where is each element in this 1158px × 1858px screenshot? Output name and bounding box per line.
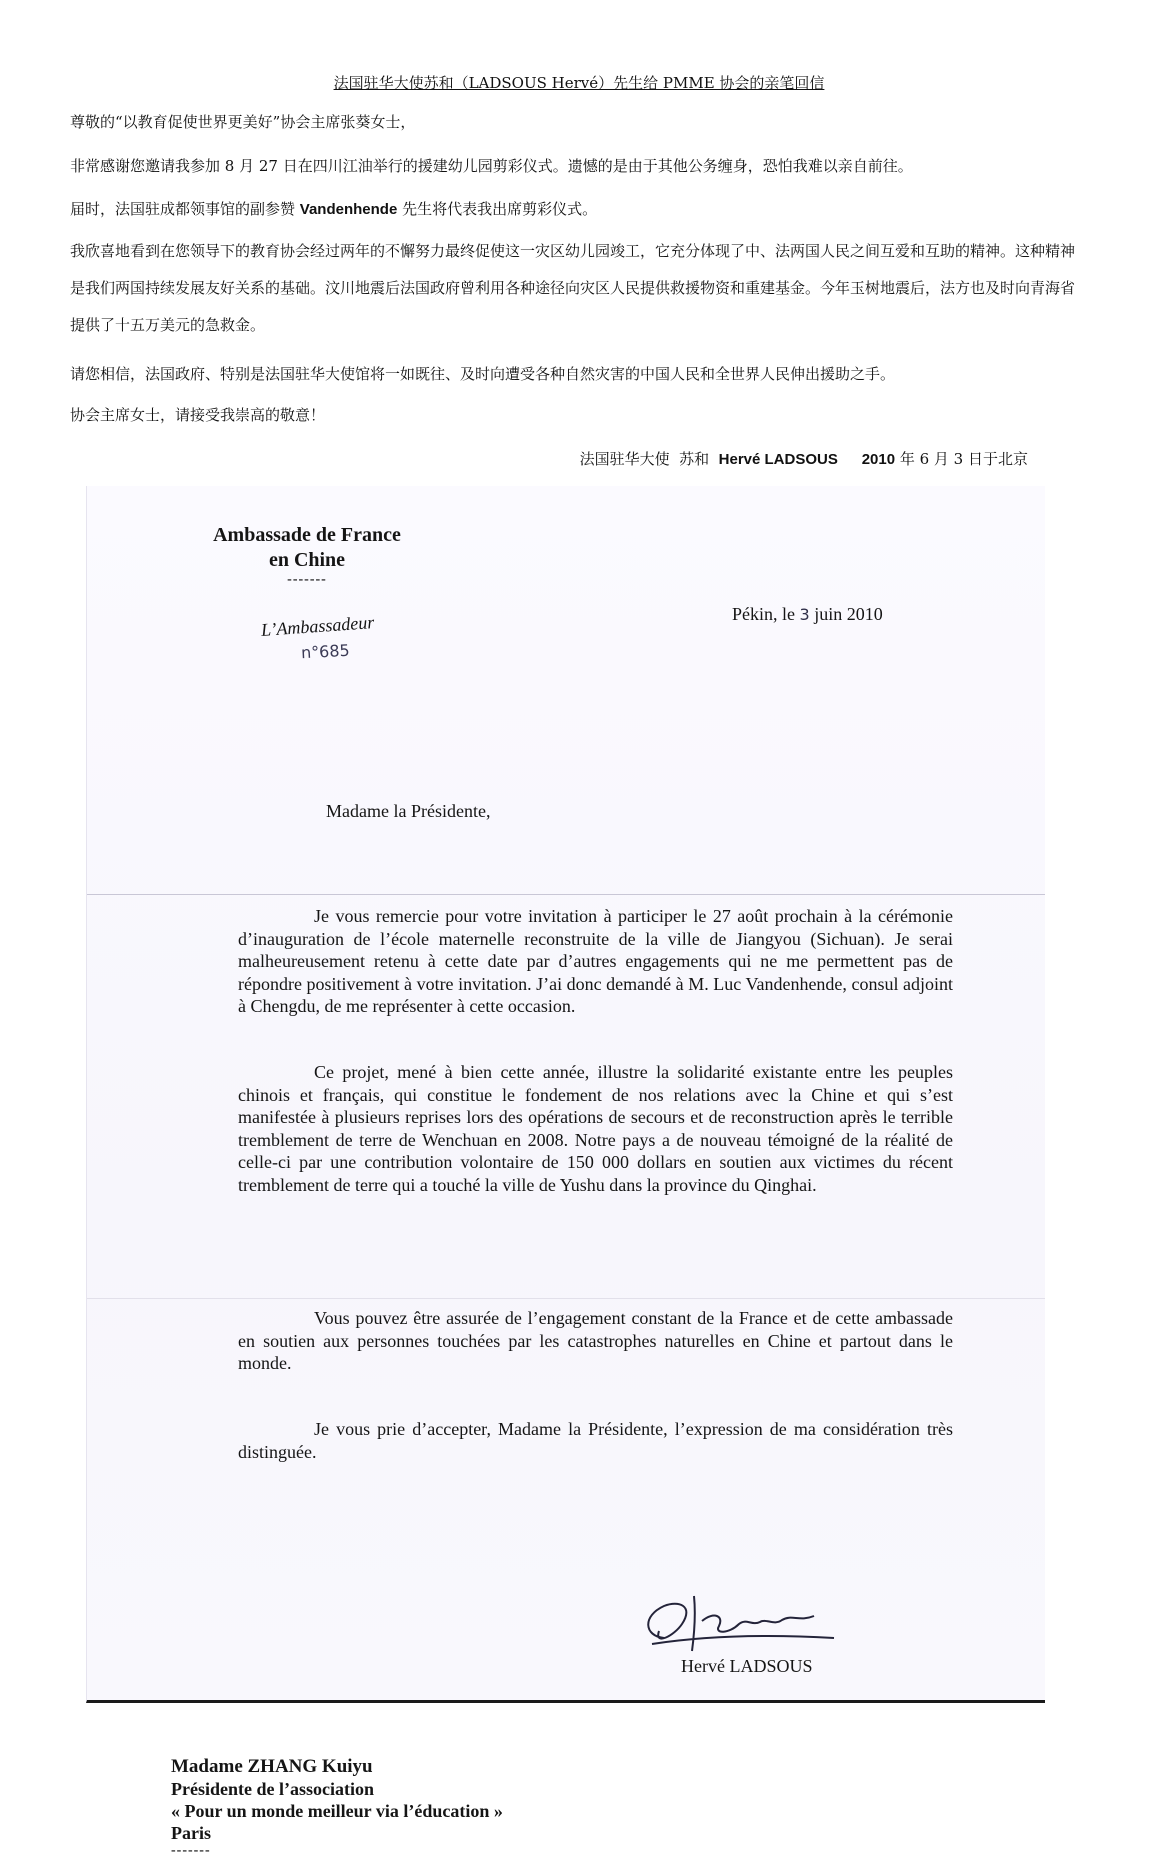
translation-sign-date: 年 6 月 3 日于北京 (895, 450, 1028, 468)
translation-paragraph-4: 请您相信，法国政府、特别是法国驻华大使馆将一如既往、及时向遭受各种自然灾害的中国人民和全世界人民伸出援助之手。 (70, 365, 896, 383)
translation-paragraph-3: 我欣喜地看到在您领导下的教育协会经过两年的不懈努力最终促使这一灾区幼儿园竣工，它充分体现了中、法两国人民之间互爱和互助的精神。这种精神是我们两国持续发展友好关系的基础。汶川地震后法国政府曾利用各种途径向灾区人民提供救援物资和重建基金。今年玉树地震后，法方也及时向青海省提供了十五万美元的急救金。 (70, 242, 1076, 334)
recipient-role: Présidente de l’association (171, 1779, 374, 1799)
translation-paragraph-2-end: 先生将代表我出席剪彩仪式。 (397, 200, 598, 218)
letter-paragraph-2-text: Ce projet, mené à bien cette année, illustre la solidarité existante entre les peuples chinois et français, qui constitue le fondement de nos relations avec la Chine et qui s’est manifestée à plusieurs reprises lors des opérations de secours et de reconstruction après le terrible tremblement de terre de Wenchuan en 2008. Notre pays a de nouveau témoigné de la réalité de celle-ci par une contribution volontaire de 150 000 dollars en soutien aux victimes du récent tremblement de terre qui a touché la ville de Yushu dans la province du Qinghai. (238, 1062, 953, 1195)
date-suffix: juin 2010 (809, 604, 883, 624)
translation-title: 法国驻华大使苏和（LADSOUS Hervé）先生给 PMME 协会的亲笔回信 (333, 74, 825, 92)
consul-name: Vandenhende (299, 201, 398, 218)
recipient-separator: ------- (171, 1843, 211, 1858)
translation-greeting: 尊敬的“以教育促使世界更美好”协会主席张葵女士， (70, 113, 416, 131)
letter-paragraph-1 (238, 905, 953, 1018)
letter-paragraph-4-text: Je vous prie d’accepter, Madame la Présidente, l’expression de ma considération très distinguée. (238, 1419, 953, 1462)
handwritten-reference-number: n°685 (300, 640, 351, 663)
date-prefix: Pékin, le (732, 604, 800, 624)
letter-paragraph-3-text: Vous pouvez être assurée de l’engagement constant de la France et de cette ambassade en soutien aux personnes touchées par les catastrophes naturelles en Chine et partout dans le monde. (238, 1308, 953, 1373)
translation-sign-year: 2010 (861, 451, 896, 468)
translation-closing: 协会主席女士，请接受我崇高的敬意！ (70, 406, 326, 424)
embassy-header (187, 523, 427, 587)
embassy-name: Ambassade de France (213, 524, 401, 546)
handwritten-day: 3 (799, 605, 810, 624)
recipient-name: Madame ZHANG Kuiyu (171, 1756, 373, 1777)
translation-paragraph-2-start: 届时，法国驻成都领事馆的副参赞 (70, 200, 300, 218)
translation-sign-name: Hervé LADSOUS (718, 451, 838, 468)
handwritten-signature (624, 1576, 844, 1656)
translation-paragraph-2 (70, 199, 1080, 220)
letter-paragraph-1-text: Je vous remercie pour votre invitation à participer le 27 août prochain à la cérémonie d’inauguration de l’école maternelle reconstruite de la ville de Jiangyou (Sichuan). Je serai malheureusement retenu à cette date par d’autres engagements qui ne me permettent pas de répondre positivement à votre invitation. J’ai donc demandé à M. Luc Vandenhende, consul adjoint à Chengdu, de me représenter à cette occasion. (238, 906, 953, 1016)
letter-date (732, 604, 883, 625)
signer-name: Hervé LADSOUS (681, 1656, 813, 1676)
recipient-association: « Pour un monde meilleur via l’éducation » (171, 1801, 503, 1821)
letter-paragraph-2 (238, 1061, 953, 1196)
recipient-address (171, 1756, 503, 1858)
paper-fold-line (87, 894, 1045, 895)
translation-signature-line (580, 448, 1028, 469)
embassy-country: en Chine (268, 549, 346, 571)
ambassador-title: L’Ambassadeur (260, 612, 375, 640)
header-separator: ------- (287, 572, 327, 587)
translation-sign-title: 法国驻华大使 苏和 (579, 450, 719, 468)
letter-paragraph-4 (238, 1418, 953, 1463)
letter-paragraph-3 (238, 1307, 953, 1375)
scanned-letter (86, 486, 1045, 1858)
salutation: Madame la Présidente, (326, 801, 491, 821)
translation-paragraph-1: 非常感谢您邀请我参加 8 月 27 日在四川江油举行的援建幼儿园剪彩仪式。遗憾的是由于其他公务缠身，恐怕我难以亲自前往。 (70, 157, 913, 175)
paper-fold-line-lower (87, 1298, 1045, 1299)
recipient-city: Paris (171, 1823, 211, 1843)
